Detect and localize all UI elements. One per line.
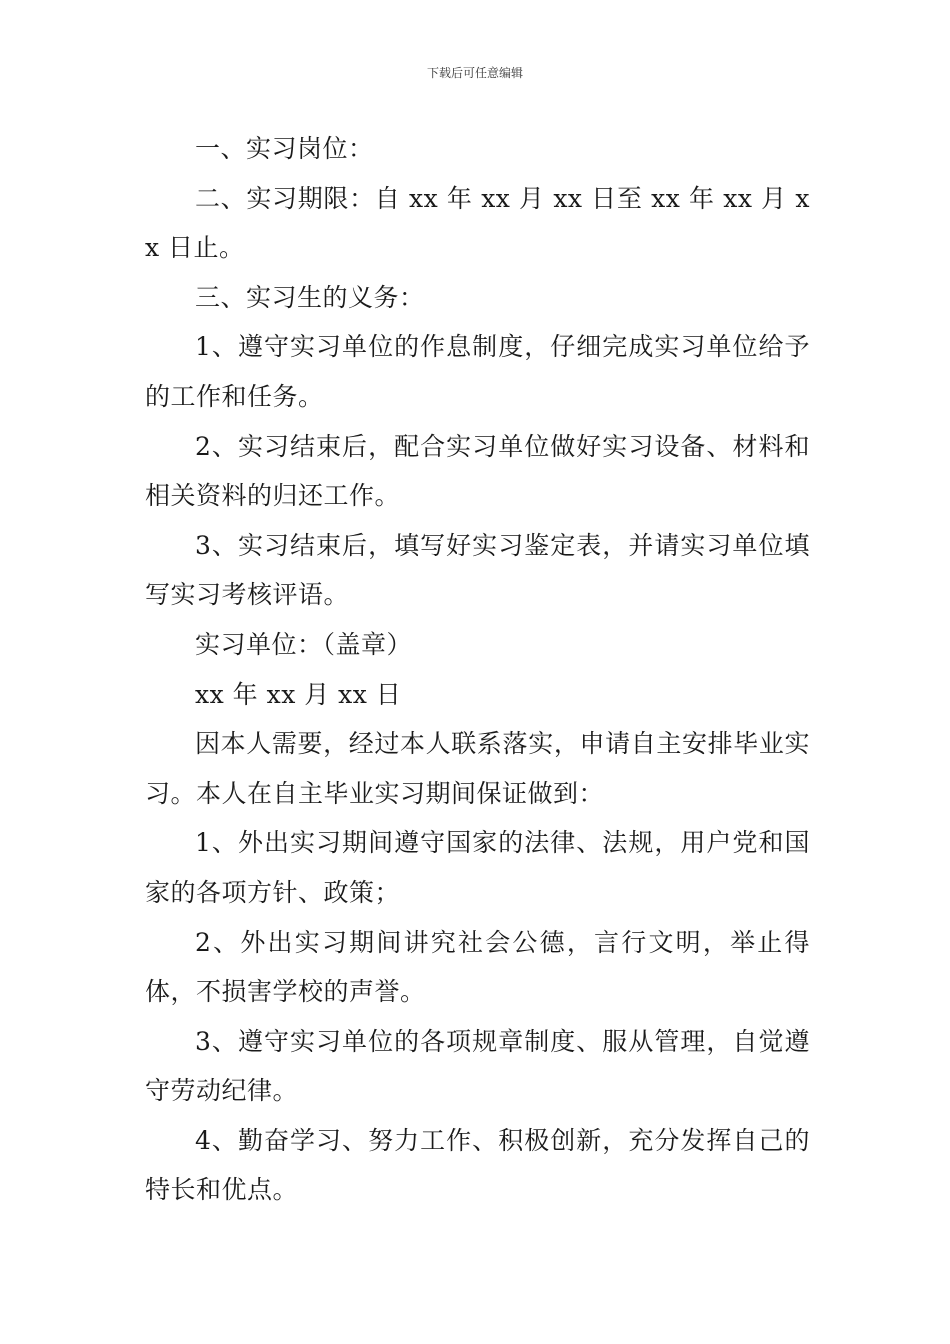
paragraph-date: xx 年 xx 月 xx 日 xyxy=(195,679,402,709)
page-header: 下载后可任意编辑 xyxy=(426,66,523,80)
paragraph-intern-obligations-heading: 三、实习生的义务： xyxy=(195,282,425,312)
document-body xyxy=(145,124,810,1215)
paragraph-pledge-3: 3、遵守实习单位的各项规章制度、服从管理，自觉遵守劳动纪律。 xyxy=(145,1026,810,1106)
paragraph-self-arranged-statement: 因本人需要，经过本人联系落实，申请自主安排毕业实习。本人在自主毕业实习期间保证做到： xyxy=(145,729,810,808)
paragraph-pledge-4: 4、勤奋学习、努力工作、积极创新，充分发挥自己的特长和优点。 xyxy=(145,1125,810,1205)
paragraph-pledge-2: 2、外出实习期间讲究社会公德，言行文明，举止得体，不损害学校的声誉。 xyxy=(145,927,810,1007)
paragraph-internship-period: 二、实习期限：自 xx 年 xx 月 xx 日至 xx 年 xx 月 xx 日止。 xyxy=(145,183,810,263)
paragraph-pledge-1: 1、外出实习期间遵守国家的法律、法规，用户党和国家的各项方针、政策； xyxy=(145,828,810,907)
paragraph-internship-position: 一、实习岗位： xyxy=(195,134,374,163)
paragraph-obligation-2: 2、实习结束后，配合实习单位做好实习设备、材料和相关资料的归还工作。 xyxy=(145,431,810,511)
paragraph-obligation-3: 3、实习结束后，填写好实习鉴定表，并请实习单位填写实习考核评语。 xyxy=(145,530,810,610)
paragraph-obligation-1: 1、遵守实习单位的作息制度，仔细完成实习单位给予的工作和任务。 xyxy=(145,332,810,411)
paragraph-internship-unit-seal: 实习单位：（盖章） xyxy=(195,629,413,659)
